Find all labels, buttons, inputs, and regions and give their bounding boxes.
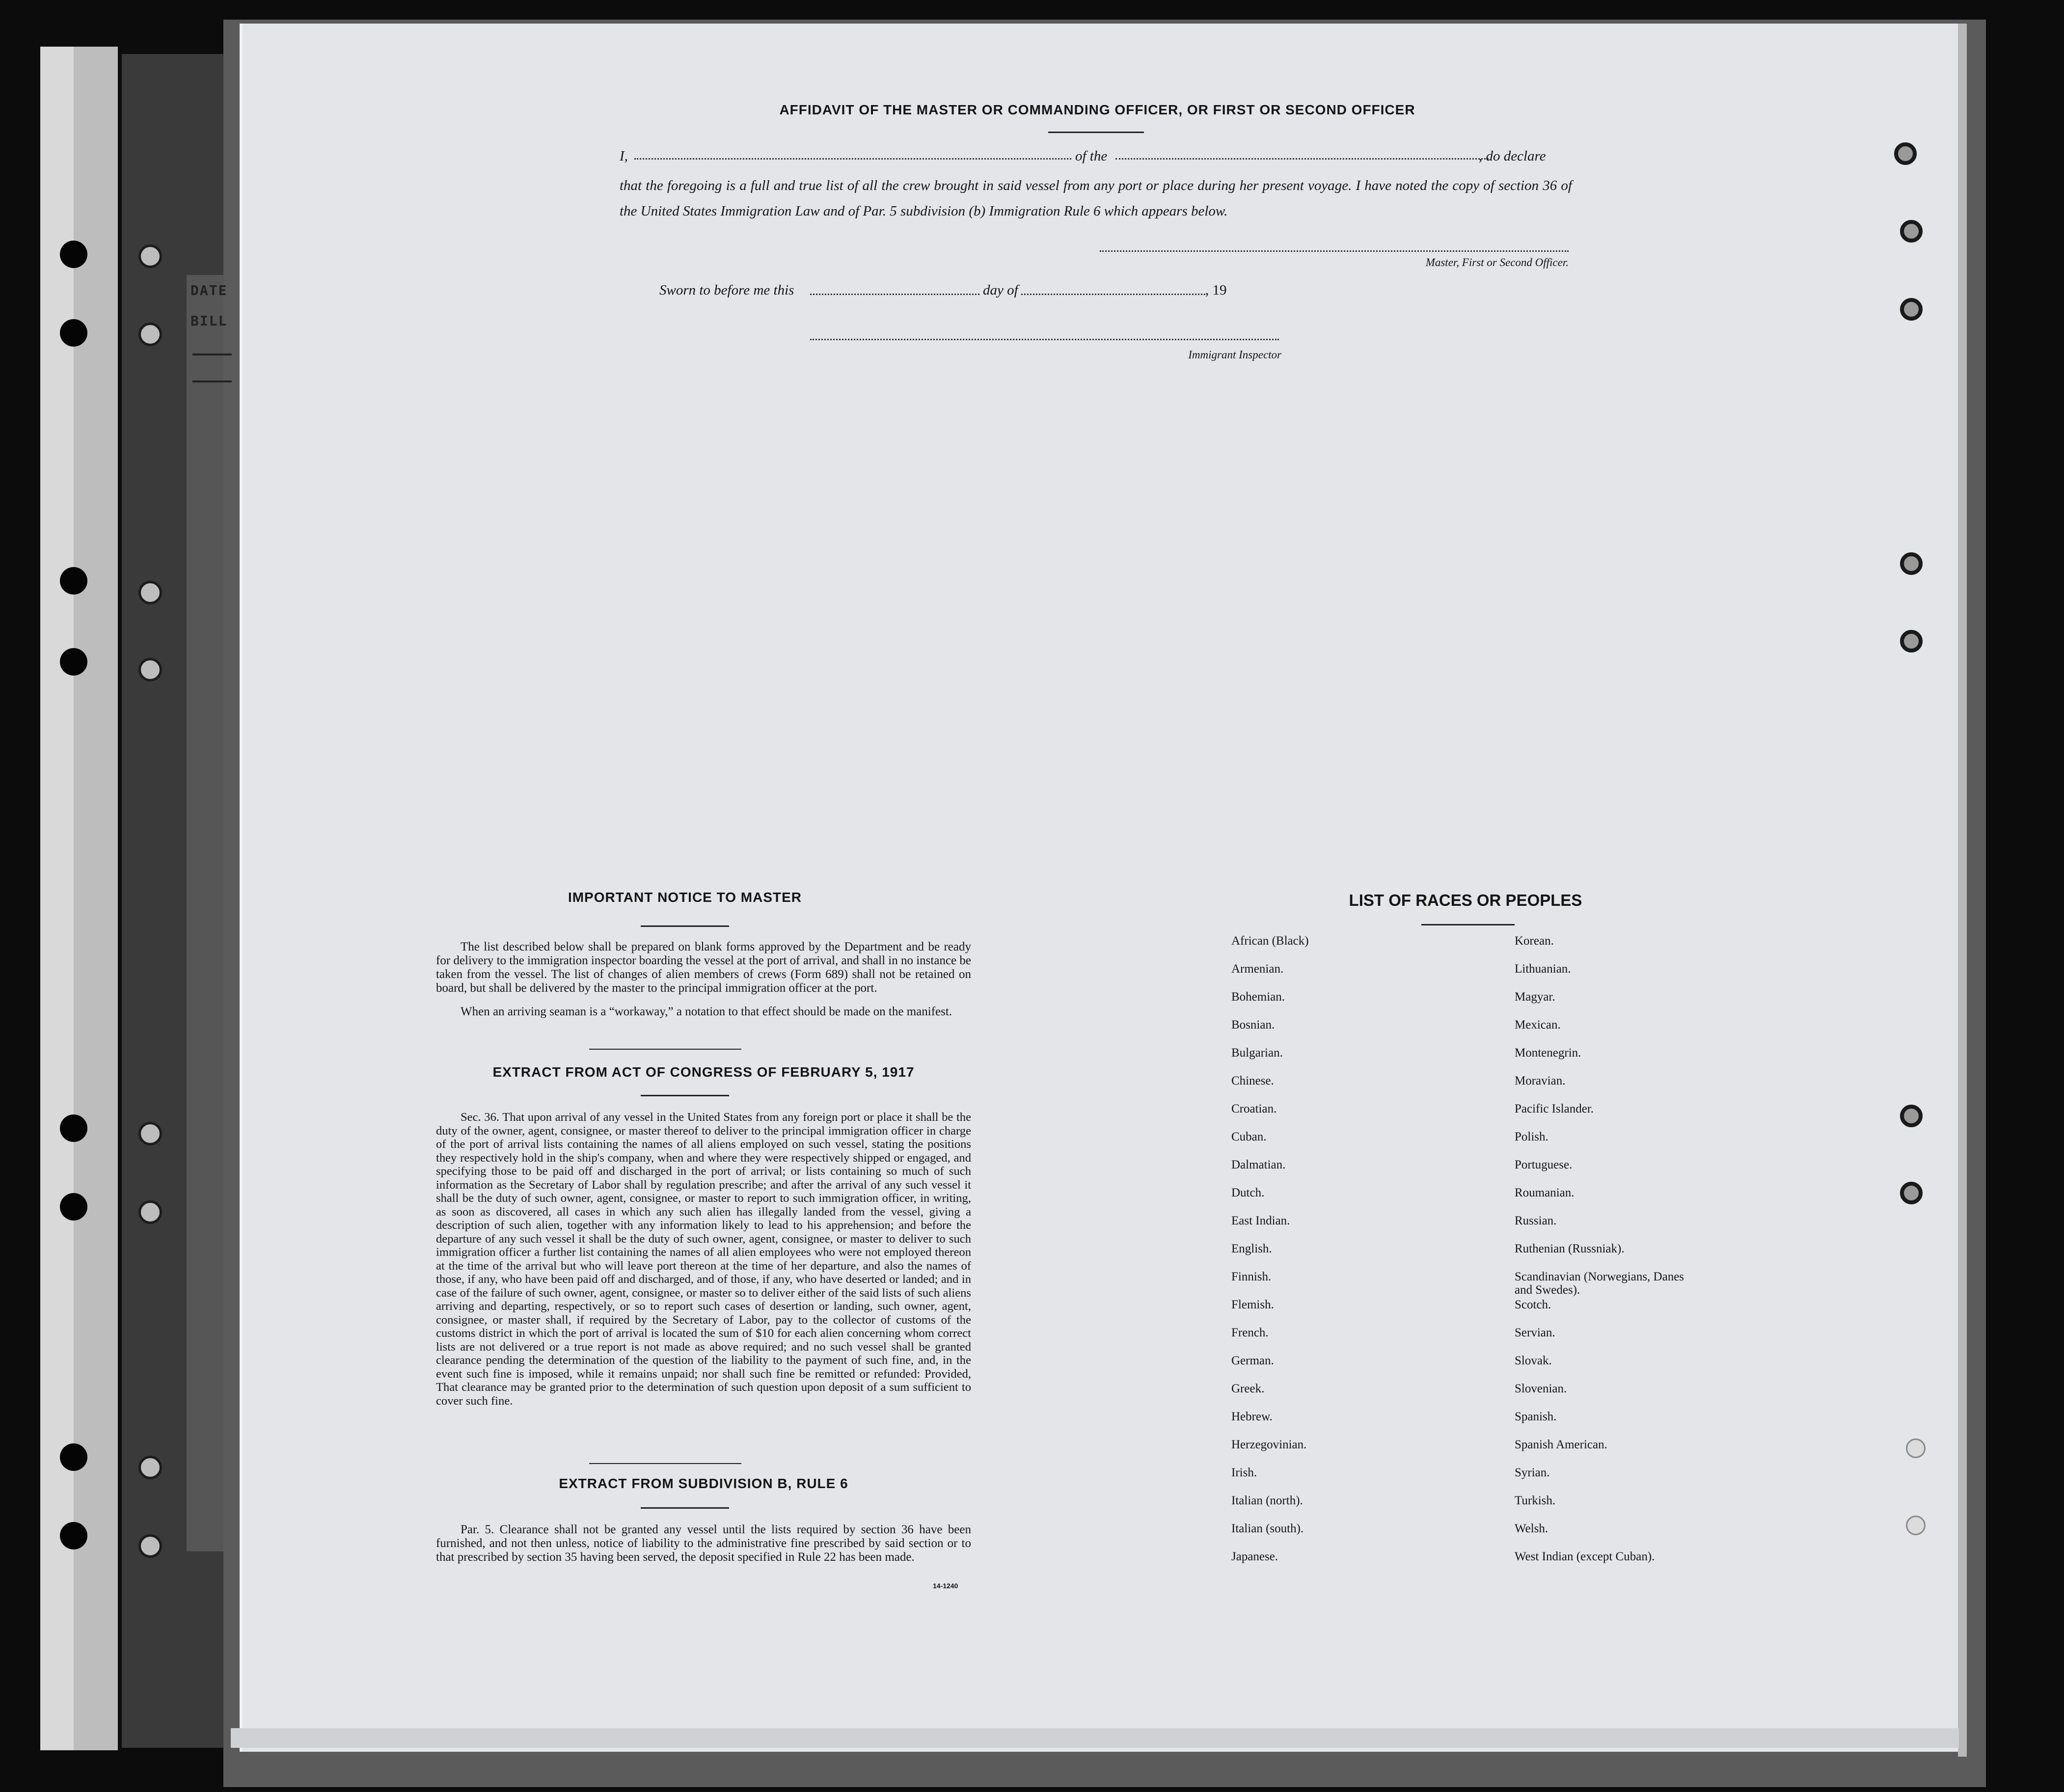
extract-rule-divider <box>641 1507 729 1509</box>
race-item: French. <box>1231 1326 1269 1339</box>
race-item: Bosnian. <box>1231 1018 1275 1032</box>
race-item: Welsh. <box>1515 1522 1548 1535</box>
races-right-column <box>1515 934 1750 1578</box>
race-item: Scotch. <box>1515 1298 1551 1311</box>
race-item: Italian (south). <box>1231 1522 1304 1535</box>
binder-hole <box>60 1443 87 1471</box>
binder-hole <box>60 1114 87 1142</box>
race-item: Dutch. <box>1231 1186 1265 1199</box>
binder-hole <box>1900 1105 1923 1127</box>
binder-ring-hole <box>138 581 162 604</box>
sworn-day-line <box>810 294 979 295</box>
binder-hole <box>60 648 87 676</box>
binder-hole <box>60 319 87 347</box>
race-item: West Indian (except Cuban). <box>1515 1550 1655 1563</box>
year-prefix: , 19 <box>1205 282 1227 298</box>
section-divider <box>589 1463 741 1464</box>
binder-hole <box>60 241 87 268</box>
notice-divider <box>641 925 729 927</box>
race-item: Russian. <box>1515 1214 1557 1227</box>
race-item: Japanese. <box>1231 1550 1278 1563</box>
race-item: Mexican. <box>1515 1018 1561 1032</box>
race-item: Cuban. <box>1231 1130 1267 1143</box>
affidavit-body: that the foregoing is a full and true list of all the crew brought in said vessel from any port or place during her present voyage. I have noted the copy of section 36 of the United States Immigration Law and of Par. 5 subdivision (b) Immigration Rule 6 which appears below. <box>620 178 1572 219</box>
binder-ring-hole <box>138 658 162 681</box>
page-right-edge <box>1958 24 1967 1757</box>
margin-stamp-bill: BILL <box>190 313 228 329</box>
race-item: Syrian. <box>1515 1466 1550 1479</box>
binder-hole <box>60 567 87 595</box>
race-item: Chinese. <box>1231 1074 1274 1087</box>
binder-hole <box>1900 220 1923 243</box>
race-item: Korean. <box>1515 934 1554 948</box>
race-item: Armenian. <box>1231 962 1284 976</box>
race-item: Bulgarian. <box>1231 1046 1283 1059</box>
binder-hole <box>1900 552 1923 575</box>
race-item: Montenegrin. <box>1515 1046 1581 1059</box>
race-item: Greek. <box>1231 1382 1265 1395</box>
binder-hole <box>1894 142 1917 165</box>
inspector-caption: Immigrant Inspector <box>1188 349 1281 361</box>
binder-hole <box>1906 1516 1926 1535</box>
binder-hole <box>1906 1439 1926 1458</box>
race-item: Italian (north). <box>1231 1494 1303 1507</box>
binder-hole <box>1900 630 1923 652</box>
notice-para-1: The list described below shall be prepared on blank forms approved by the Department and be ready for delivery to the immigration inspector boarding the vessel at the port of arrival, and shall in no instance be taken from the vessel. The list of changes of alien members of crews (Form 689) shall not be retained on board, but shall be delivered by the master to the principal immigration officer at the port. <box>436 940 971 995</box>
title-divider <box>1048 132 1144 133</box>
races-divider <box>1421 924 1515 925</box>
signature-line <box>1100 250 1569 252</box>
declarant-name-line <box>634 158 1071 160</box>
race-item: Polish. <box>1515 1130 1548 1143</box>
race-item: Ruthenian (Russniak). <box>1515 1242 1625 1255</box>
notice-para-2: When an arriving seaman is a “workaway,” a notation to that effect should be made on the manifest. <box>461 1005 952 1018</box>
binder-hole <box>60 1522 87 1549</box>
race-item: Roumanian. <box>1515 1186 1575 1199</box>
declarant-label: I, <box>620 148 628 164</box>
declare-label: , do declare <box>1479 148 1546 164</box>
margin-stamp-date: DATE <box>190 282 228 299</box>
race-item: Magyar. <box>1515 990 1555 1004</box>
race-item: Dalmatian. <box>1231 1158 1286 1171</box>
extract-act-body: Sec. 36. That upon arrival of any vessel in the United States from any foreign port or place it shall be the duty of the owner, agent, consignee, or master thereof to deliver to the principal immigration officer in charge of the port of arrival lists containing the names of all aliens employed on such vessel, stating the positions they respectively hold in the ship's company, when and where they were respectively shipped or engaged, and specifying those to be paid off and discharged in the port of arrival; or lists containing so much of such information as the Secretary of Labor shall by regulation prescribe; and after the arrival of any such vessel it shall be the duty of such owner, agent, consignee, or master to report to such immigration officer, in writing, as soon as discovered, all cases in which any such alien has illegally landed from the vessel, giving a description of such alien, together with any information likely to lead to his apprehension; and before the departure of any such vessel it shall be the duty of such owner, agent, consignee, or master to deliver to such immigration officer a further list containing the names of all alien employees who were not employed thereon at the time of the arrival but who will leave port thereon at the time of her departure, and also the names of those, if any, who have been paid off and discharged, and of those, if any, who have deserted or landed; and in case of the failure of such owner, agent, consignee, or master so to deliver either of the said lists of such aliens arriving and departing, respectively, or so to report such cases of desertion or landing, such owner, agent, consignee, or master shall, if required by the Secretary of Labor, pay to the collector of customs of the customs district in which the port of arrival is located the sum of $10 for each alien concerning whom correct lists are not delivered or a true report is not made as above required; and no such vessel shall be granted clearance pending the determination of the question of the liability to the payment of such fine, and, in the event such fine is imposed, while it remains unpaid; nor shall such fine be remitted or refunded: Provided, That clearance may be granted prior to the determination of such question upon deposit of a sum sufficient to cover such fine. <box>436 1111 971 1408</box>
section-divider <box>589 1049 741 1050</box>
day-of-label: day of <box>983 282 1018 298</box>
races-left-column <box>1231 934 1487 1578</box>
signature-caption: Master, First or Second Officer. <box>1425 256 1569 269</box>
race-item: East Indian. <box>1231 1214 1290 1227</box>
race-item: Pacific Islander. <box>1515 1102 1594 1115</box>
race-item: Finnish. <box>1231 1270 1272 1283</box>
margin-stamp-rule <box>192 353 232 355</box>
extract-act-divider <box>641 1095 729 1096</box>
race-item: Spanish. <box>1515 1410 1557 1423</box>
binder-ring-hole <box>138 1122 162 1145</box>
race-item: Scandinavian (Norwegians, Danes and Swedes). <box>1515 1270 1684 1297</box>
race-item: Bohemian. <box>1231 990 1285 1004</box>
race-item: Hebrew. <box>1231 1410 1273 1423</box>
race-item: German. <box>1231 1354 1274 1367</box>
extract-rule-title: EXTRACT FROM SUBDIVISION B, RULE 6 <box>559 1476 848 1491</box>
binder-hole <box>60 1193 87 1221</box>
page-bottom-edge <box>231 1728 1959 1748</box>
vessel-name-line <box>1115 158 1489 160</box>
race-item: Irish. <box>1231 1466 1257 1479</box>
margin-stamp-rule <box>192 380 232 382</box>
race-item: Spanish American. <box>1515 1438 1607 1451</box>
race-item: African (Black) <box>1231 934 1309 948</box>
sworn-label: Sworn to before me this <box>659 282 794 298</box>
race-item: Moravian. <box>1515 1074 1566 1087</box>
race-item: Slovenian. <box>1515 1382 1567 1395</box>
race-item: Herzegovinian. <box>1231 1438 1307 1451</box>
race-item: English. <box>1231 1242 1272 1255</box>
extract-act-title: EXTRACT FROM ACT OF CONGRESS OF FEBRUARY 5, 1917 <box>492 1064 915 1080</box>
races-title: LIST OF RACES OR PEOPLES <box>1349 891 1582 909</box>
sworn-month-line <box>1021 294 1205 295</box>
binder-ring-hole <box>138 1456 162 1479</box>
form-number: 14-1240 <box>933 1582 958 1590</box>
binder-ring-hole <box>138 1200 162 1224</box>
vessel-label: of the <box>1075 148 1108 164</box>
affidavit-title: AFFIDAVIT OF THE MASTER OR COMMANDING OFFICER, OR FIRST OR SECOND OFFICER <box>779 102 1415 117</box>
race-item: Croatian. <box>1231 1102 1277 1115</box>
binder-hole <box>1900 298 1923 321</box>
race-item: Lithuanian. <box>1515 962 1571 976</box>
extract-rule-body: Par. 5. Clearance shall not be granted any vessel until the lists required by section 36 have been furnished, and not then unless, notice of liability to the administrative fine prescribed by said section or to that prescribed by section 35 having been served, the deposit specified in Rule 22 has been made. <box>436 1523 971 1564</box>
notice-title: IMPORTANT NOTICE TO MASTER <box>568 890 802 905</box>
race-item: Slovak. <box>1515 1354 1552 1367</box>
race-item: Turkish. <box>1515 1494 1556 1507</box>
race-item: Portuguese. <box>1515 1158 1573 1171</box>
binder-ring-hole <box>138 244 162 268</box>
inspector-signature-line <box>810 339 1279 340</box>
background-page-edge-shadow <box>74 47 118 1750</box>
binder-ring-hole <box>138 1534 162 1558</box>
race-item: Flemish. <box>1231 1298 1274 1311</box>
binder-hole <box>1900 1182 1923 1204</box>
race-item: Servian. <box>1515 1326 1555 1339</box>
binder-ring-hole <box>138 323 162 346</box>
